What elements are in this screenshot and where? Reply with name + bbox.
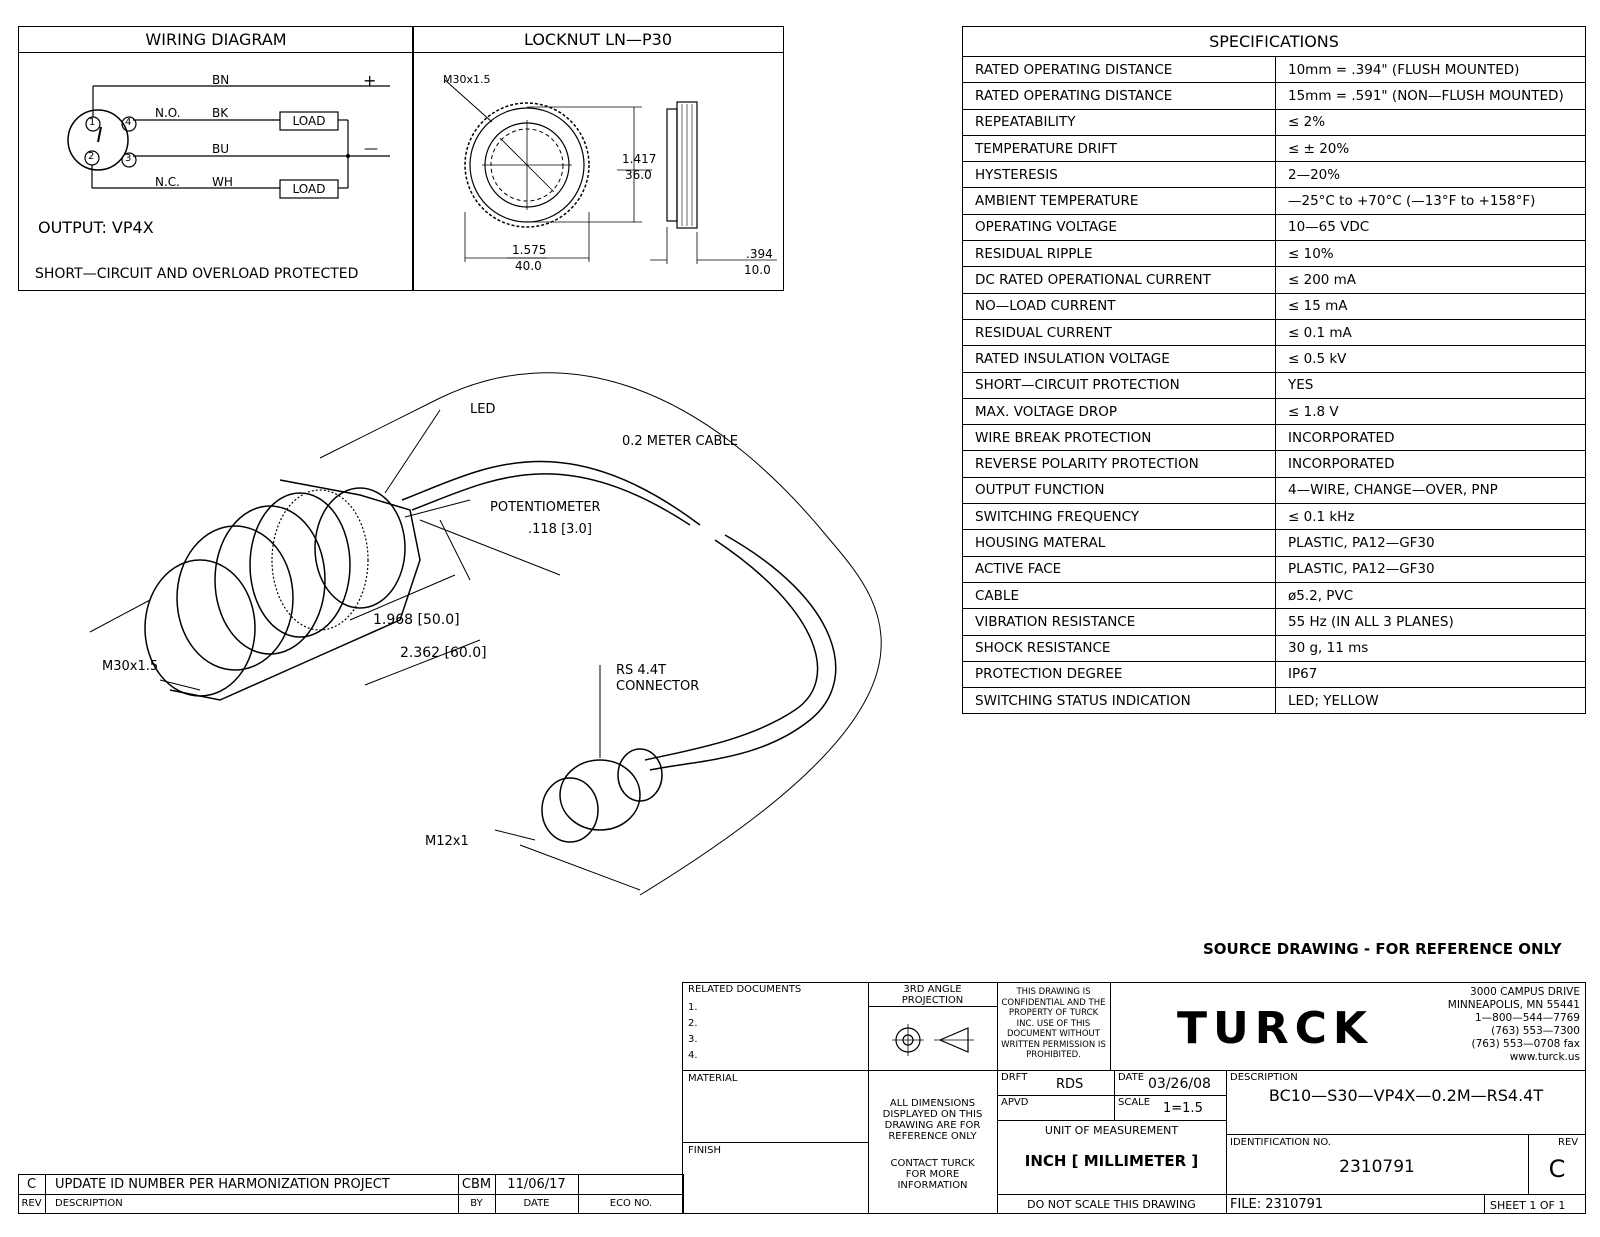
spec-value: ≤ ± 20%	[1276, 135, 1586, 161]
sensor-drawing	[0, 290, 960, 910]
load-box-2: LOAD	[292, 182, 326, 196]
spec-row	[963, 398, 1586, 424]
spec-value: 10—65 VDC	[1276, 214, 1586, 240]
spec-name: OPERATING VOLTAGE	[963, 214, 1276, 240]
spec-name: HOUSING MATERAL	[963, 530, 1276, 556]
spec-row	[963, 135, 1586, 161]
locknut-title: LOCKNUT LN—P30	[523, 30, 673, 49]
locknut-dim2-mm: 40.0	[515, 259, 542, 273]
no-scale-note: DO NOT SCALE THIS DRAWING	[1027, 1198, 1196, 1211]
pin-3-label: 3	[125, 153, 132, 164]
related-doc-4: 4.	[688, 1050, 698, 1061]
spec-name: SHOCK RESISTANCE	[963, 635, 1276, 661]
spec-value: 30 g, 11 ms	[1276, 635, 1586, 661]
cable-label: 0.2 METER CABLE	[622, 434, 738, 449]
connector-label-2: CONNECTOR	[616, 679, 700, 694]
spec-name: CABLE	[963, 582, 1276, 608]
spec-row	[963, 346, 1586, 372]
spec-name: PROTECTION DEGREE	[963, 661, 1276, 687]
spec-name: DC RATED OPERATIONAL CURRENT	[963, 267, 1276, 293]
spec-value: PLASTIC, PA12—GF30	[1276, 530, 1586, 556]
identification-value: 2310791	[1339, 1157, 1415, 1177]
spec-value: ≤ 1.8 V	[1276, 398, 1586, 424]
spec-name: OUTPUT FUNCTION	[963, 477, 1276, 503]
spec-value: ≤ 0.1 mA	[1276, 319, 1586, 345]
spec-value: —25°C to +70°C (—13°F to +158°F)	[1276, 188, 1586, 214]
spec-name: RESIDUAL CURRENT	[963, 319, 1276, 345]
spec-value: ø5.2, PVC	[1276, 582, 1586, 608]
contact-no: N.O.	[155, 106, 181, 120]
date-header: DATE	[523, 1198, 550, 1209]
spec-value: ≤ 0.1 kHz	[1276, 504, 1586, 530]
dim-118-label: .118 [3.0]	[528, 522, 592, 537]
dimensions-note: ALL DIMENSIONS DISPLAYED ON THIS DRAWING ARE FOR REFERENCE ONLY	[882, 1098, 983, 1142]
projection-symbol-icon	[868, 1008, 997, 1068]
spec-value: ≤ 200 mA	[1276, 267, 1586, 293]
locknut-dim3-mm: 10.0	[744, 263, 771, 277]
load-box-1: LOAD	[292, 114, 326, 128]
spec-row	[963, 109, 1586, 135]
wire-bn: BN	[212, 73, 230, 87]
eco-header: ECO NO.	[609, 1198, 653, 1209]
spec-name: SWITCHING FREQUENCY	[963, 504, 1276, 530]
spec-name: MAX. VOLTAGE DROP	[963, 398, 1276, 424]
rev-value: C	[1548, 1155, 1566, 1183]
connector-label-1: RS 4.4T	[616, 663, 667, 678]
drft-label: DRFT	[1001, 1072, 1028, 1083]
spec-row	[963, 241, 1586, 267]
projection-label: 3RD ANGLE PROJECTION	[901, 984, 964, 1006]
plus-sign: +	[363, 71, 377, 90]
finish-label: FINISH	[688, 1145, 721, 1156]
spec-name: AMBIENT TEMPERATURE	[963, 188, 1276, 214]
dim-1968-label: 1.968 [50.0]	[373, 612, 460, 628]
contact-nc: N.C.	[155, 175, 180, 189]
related-doc-2: 2.	[688, 1018, 698, 1029]
spec-name: WIRE BREAK PROTECTION	[963, 425, 1276, 451]
spec-row	[963, 188, 1586, 214]
related-docs-label: RELATED DOCUMENTS	[688, 984, 802, 995]
spec-row	[963, 214, 1586, 240]
spec-row	[963, 267, 1586, 293]
spec-name: REVERSE POLARITY PROTECTION	[963, 451, 1276, 477]
locknut-drawing	[412, 52, 784, 291]
protection-label: SHORT—CIRCUIT AND OVERLOAD PROTECTED	[35, 266, 359, 282]
spec-name: RATED OPERATING DISTANCE	[963, 57, 1276, 83]
spec-value: 2—20%	[1276, 162, 1586, 188]
spec-value: INCORPORATED	[1276, 451, 1586, 477]
spec-value: ≤ 10%	[1276, 241, 1586, 267]
spec-row	[963, 425, 1586, 451]
specifications-table	[962, 26, 1586, 714]
spec-row	[963, 162, 1586, 188]
spec-row	[963, 635, 1586, 661]
spec-row	[963, 530, 1586, 556]
spec-name: NO—LOAD CURRENT	[963, 293, 1276, 319]
confidential-note: THIS DRAWING IS CONFIDENTIAL AND THE PROPERTY OF TURCK INC. USE OF THIS DOCUMENT WITHOUT WRITTEN PERMISSION IS PROHIBITED.	[1001, 987, 1106, 1060]
spec-row	[963, 477, 1586, 503]
specifications-title: SPECIFICATIONS	[963, 27, 1586, 57]
description-header: DESCRIPTION	[55, 1198, 123, 1209]
scale-label: SCALE	[1118, 1097, 1151, 1108]
rev-header: REV	[21, 1198, 42, 1209]
spec-value: ≤ 0.5 kV	[1276, 346, 1586, 372]
locknut-dim1-in: 1.417	[622, 152, 657, 166]
spec-name: RATED INSULATION VOLTAGE	[963, 346, 1276, 372]
spec-row	[963, 556, 1586, 582]
turck-logo: TURCK	[1176, 1003, 1373, 1054]
pin-1-label: 1	[89, 117, 96, 128]
thread-m30-label: M30x1.5	[102, 659, 159, 674]
spec-value: 10mm = .394" (FLUSH MOUNTED)	[1276, 57, 1586, 83]
spec-value: PLASTIC, PA12—GF30	[1276, 556, 1586, 582]
revision-by: CBM	[461, 1177, 492, 1192]
wiring-title: WIRING DIAGRAM	[145, 30, 287, 49]
spec-value: YES	[1276, 372, 1586, 398]
wire-bk: BK	[212, 106, 229, 120]
unit-label: UNIT OF MEASUREMENT	[1044, 1124, 1179, 1137]
spec-name: REPEATABILITY	[963, 109, 1276, 135]
spec-value: INCORPORATED	[1276, 425, 1586, 451]
date-label: DATE	[1118, 1072, 1145, 1083]
spec-row	[963, 661, 1586, 687]
spec-name: SHORT—CIRCUIT PROTECTION	[963, 372, 1276, 398]
sheet-label: SHEET 1 OF 1	[1490, 1199, 1566, 1212]
wire-bu: BU	[212, 142, 230, 156]
revision-rev: C	[26, 1177, 37, 1192]
spec-value: 4—WIRE, CHANGE—OVER, PNP	[1276, 477, 1586, 503]
spec-row	[963, 83, 1586, 109]
revision-date: 11/06/17	[507, 1177, 566, 1192]
output-label: OUTPUT: VP4X	[38, 218, 154, 237]
spec-row	[963, 319, 1586, 345]
spec-value: ≤ 2%	[1276, 109, 1586, 135]
related-doc-3: 3.	[688, 1034, 698, 1045]
spec-value: 55 Hz (IN ALL 3 PLANES)	[1276, 609, 1586, 635]
date-value: 03/26/08	[1148, 1076, 1211, 1092]
dim-2362-label: 2.362 [60.0]	[400, 645, 487, 661]
wire-wh: WH	[212, 175, 233, 189]
material-label: MATERIAL	[688, 1073, 738, 1084]
spec-row	[963, 57, 1586, 83]
locknut-dim2-in: 1.575	[512, 243, 547, 257]
spec-name: HYSTERESIS	[963, 162, 1276, 188]
drft-value: RDS	[1056, 1077, 1084, 1092]
scale-value: 1=1.5	[1163, 1101, 1203, 1116]
spec-name: VIBRATION RESISTANCE	[963, 609, 1276, 635]
by-header: BY	[470, 1198, 483, 1209]
minus-sign: —	[364, 141, 378, 157]
spec-name: RESIDUAL RIPPLE	[963, 241, 1276, 267]
led-label: LED	[470, 402, 496, 417]
spec-value: 15mm = .591" (NON—FLUSH MOUNTED)	[1276, 83, 1586, 109]
spec-name: TEMPERATURE DRIFT	[963, 135, 1276, 161]
pin-4-label: 4	[125, 117, 132, 128]
spec-value: LED; YELLOW	[1276, 688, 1586, 714]
pin-2-label: 2	[88, 151, 95, 162]
spec-row	[963, 293, 1586, 319]
spec-value: ≤ 15 mA	[1276, 293, 1586, 319]
related-doc-1: 1.	[688, 1002, 698, 1013]
contact-note: CONTACT TURCK FOR MORE INFORMATION	[890, 1158, 975, 1191]
spec-name: SWITCHING STATUS INDICATION	[963, 688, 1276, 714]
description-value: BC10—S30—VP4X—0.2M—RS4.4T	[1268, 1086, 1544, 1105]
spec-value: IP67	[1276, 661, 1586, 687]
company-address: 3000 CAMPUS DRIVE MINNEAPOLIS, MN 55441 1—800—544—7769 (763) 553—7300 (763) 553—0708 fax www.turck.us	[1447, 986, 1580, 1063]
file-label: FILE: 2310791	[1230, 1197, 1324, 1212]
apvd-label: APVD	[1001, 1097, 1029, 1108]
spec-row	[963, 688, 1586, 714]
spec-row	[963, 504, 1586, 530]
spec-row	[963, 372, 1586, 398]
unit-value: INCH [ MILLIMETER ]	[1024, 1152, 1199, 1170]
spec-name: RATED OPERATING DISTANCE	[963, 83, 1276, 109]
revision-description: UPDATE ID NUMBER PER HARMONIZATION PROJECT	[55, 1177, 390, 1192]
potentiometer-label: POTENTIOMETER	[490, 500, 601, 515]
locknut-dim3-in: .394	[746, 247, 773, 261]
description-label: DESCRIPTION	[1230, 1072, 1298, 1083]
spec-row	[963, 609, 1586, 635]
spec-row	[963, 451, 1586, 477]
locknut-thread: M30x1.5	[443, 73, 491, 86]
thread-m12-label: M12x1	[425, 834, 469, 849]
rev-label: REV	[1558, 1137, 1579, 1148]
spec-name: ACTIVE FACE	[963, 556, 1276, 582]
identification-label: IDENTIFICATION NO.	[1230, 1137, 1331, 1148]
locknut-dim1-mm: 36.0	[625, 168, 652, 182]
source-drawing-note: SOURCE DRAWING - FOR REFERENCE ONLY	[1203, 940, 1562, 958]
spec-row	[963, 582, 1586, 608]
